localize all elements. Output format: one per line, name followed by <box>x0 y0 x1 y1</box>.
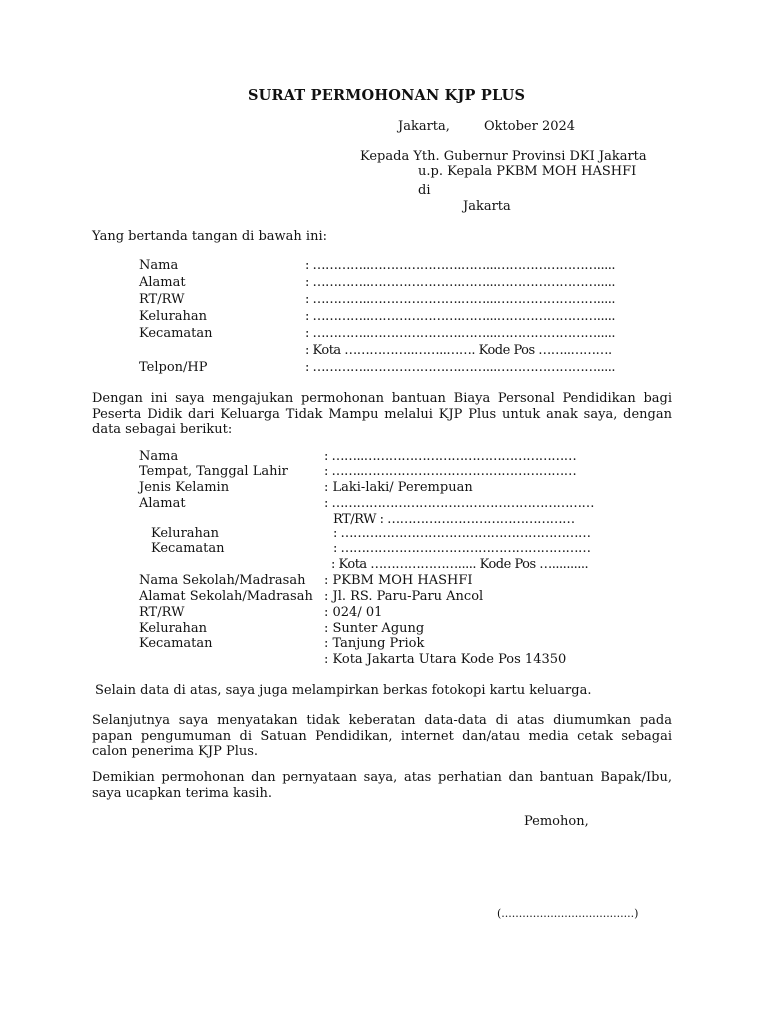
school-address-label: Alamat Sekolah/Madrasah <box>139 589 313 604</box>
school-kelurahan-label: Kelurahan <box>139 621 208 636</box>
date-city: Jakarta, <box>398 119 450 134</box>
attachment-paragraph: Selain data di atas, saya juga melampirkan berkas fotokopi kartu keluarga. <box>95 683 592 698</box>
parent-alamat-label: Alamat <box>139 275 186 290</box>
student-rtrw-field: RT/RW : ……………………………………… <box>333 512 575 527</box>
student-nama-field: : ……..…………………………………………… <box>324 449 577 464</box>
student-alamat-label: Alamat <box>139 496 186 511</box>
student-ttl-field: : ……..…………………………………………… <box>324 464 577 479</box>
letter-title: SURAT PERMOHONAN KJP PLUS <box>248 87 526 104</box>
recipient-line-3: di <box>418 183 431 198</box>
school-kecamatan-label: Kecamatan <box>139 636 213 651</box>
student-kelurahan-label: Kelurahan <box>151 526 220 541</box>
parent-rtrw-field: : …………..………………….……...……………………..... <box>305 292 615 307</box>
school-name-label: Nama Sekolah/Madrasah <box>139 573 306 588</box>
closing-paragraph: Demikian permohonan dan pernyataan saya, atas perhatian dan bantuan Bapak/Ibu, saya ucapkan terima kasih. <box>92 770 672 801</box>
date-month-year: Oktober 2024 <box>484 119 576 134</box>
parent-kota-field: : Kota ……………..……..……. Kode Pos ……..………. <box>305 343 612 358</box>
intro-text: Yang bertanda tangan di bawah ini: <box>92 229 327 244</box>
student-nama-label: Nama <box>139 449 179 464</box>
parent-telpon-label: Telpon/HP <box>139 360 208 375</box>
school-kota-value: : Kota Jakarta Utara Kode Pos 14350 <box>324 652 567 667</box>
parent-telpon-field: : …………..………………….……...……………………..... <box>305 360 615 375</box>
recipient-line-4: Jakarta <box>463 199 511 214</box>
recipient-line-2: u.p. Kepala PKBM MOH HASHFI <box>418 164 637 179</box>
parent-kelurahan-field: : …………..………………….……...……………………..... <box>305 309 615 324</box>
parent-alamat-field: : …………..………………….……...……………………..... <box>305 275 615 290</box>
recipient-line-1: Kepada Yth. Gubernur Provinsi DKI Jakarta <box>360 149 647 164</box>
school-rtrw-label: RT/RW <box>139 605 185 620</box>
student-ttl-label: Tempat, Tanggal Lahir <box>139 464 288 479</box>
parent-kecamatan-label: Kecamatan <box>139 326 213 341</box>
school-kecamatan-value: : Tanjung Priok <box>324 636 425 651</box>
signature-label: Pemohon, <box>524 814 589 829</box>
school-kelurahan-value: : Sunter Agung <box>324 621 425 636</box>
student-kecamatan-field: : …………………………………………………… <box>333 541 591 556</box>
student-kota-field: : Kota …………………..... Kode Pos ….......... <box>331 557 589 572</box>
school-address-value: : Jl. RS. Paru-Paru Ancol <box>324 589 484 604</box>
parent-kelurahan-label: Kelurahan <box>139 309 208 324</box>
parent-nama-label: Nama <box>139 258 179 273</box>
student-kecamatan-label: Kecamatan <box>151 541 225 556</box>
parent-kecamatan-field: : …………..………………….……...……………………..... <box>305 326 615 341</box>
statement-paragraph: Selanjutnya saya menyatakan tidak keberatan data-data di atas diumumkan pada papan pengumuman di Satuan Pendidikan, internet dan/atau media cetak sebagai calon penerima KJP Plus. <box>92 713 672 759</box>
signature-name-placeholder: (......................................) <box>497 907 639 920</box>
parent-rtrw-label: RT/RW <box>139 292 185 307</box>
student-jk-label: Jenis Kelamin <box>139 480 230 495</box>
parent-nama-field: : …………..………………….……...……………………..... <box>305 258 615 273</box>
student-jk-field: : Laki-laki/ Perempuan <box>324 480 473 495</box>
school-name-value: : PKBM MOH HASHFI <box>324 573 473 588</box>
student-kelurahan-field: : …………………………………………………… <box>333 526 591 541</box>
student-alamat-field: : ……………………………………………………… <box>324 496 595 511</box>
request-paragraph: Dengan ini saya mengajukan permohonan bantuan Biaya Personal Pendidikan bagi Peserta Didik dari Keluarga Tidak Mampu melalui KJP Plus untuk anak saya, dengan data sebagai berikut: <box>92 391 672 437</box>
school-rtrw-value: : 024/ 01 <box>324 605 383 620</box>
